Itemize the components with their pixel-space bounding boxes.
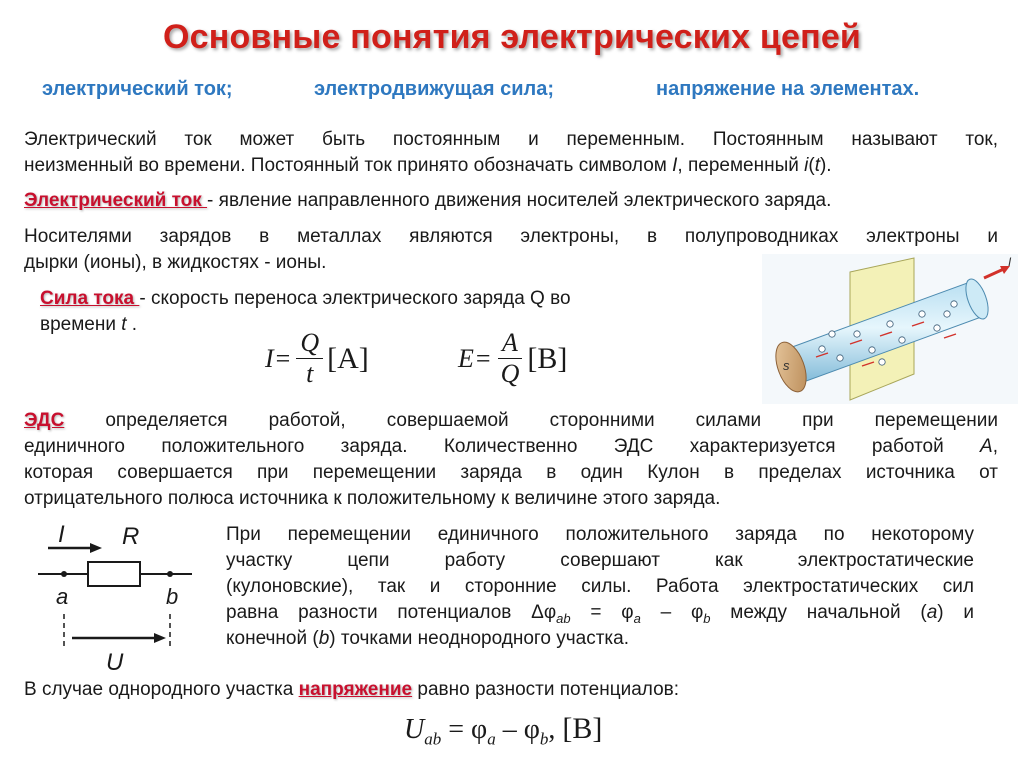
carriers-line-2: дырки (ионы), в жидкостях - ионы. [24, 252, 327, 273]
formula-current-unit: [A] [327, 341, 369, 375]
work-eq-phi: = φ [570, 602, 634, 623]
term-electric-current: Электрический ток [24, 190, 208, 211]
emf-line-1-text: определяется работой, совершаемой сторонними силами при перемещении [64, 410, 998, 431]
paren-open: ( [808, 155, 815, 176]
symbol-t-time: t [121, 314, 127, 335]
work-line-5-end: ) точками неоднородного участка. [329, 628, 629, 649]
symbol-I: I [672, 155, 678, 176]
label-current-I: I [1008, 255, 1012, 269]
current-definition-text: - явление направленного движения носителей электрического заряда. [207, 190, 832, 211]
formula-current-eq: = [275, 343, 291, 373]
emf-line-2 [24, 435, 998, 459]
label-s: s [783, 358, 790, 373]
topic-current: электрический ток; [42, 78, 233, 100]
circuit-label-I: I [58, 521, 65, 548]
circuit-diagram [30, 520, 210, 680]
page-title: Основные понятия электрических цепей [162, 18, 862, 56]
symbol-A: A [980, 436, 993, 457]
term-voltage: напряжение [298, 679, 413, 700]
formula-voltage-minus-phi: – φ [495, 714, 540, 745]
intro-line-2-sep: , переменный [677, 155, 805, 176]
emf-line-2-comma: , [992, 436, 998, 457]
node-b [167, 571, 173, 577]
work-line-1: При перемещении единичного положительного заряда по некоторому [226, 524, 974, 545]
formula-voltage [404, 712, 602, 750]
current-strength-line-2-text: времени [40, 314, 122, 335]
homogeneous-text-after: равно разности потенциалов: [412, 679, 680, 700]
intro-line-2-text: неизменный во времени. Постоянный ток принято обозначать символом [24, 155, 673, 176]
carriers-line-1: Носителями зарядов в металлах являются электроны, в полупроводниках электроны и [24, 226, 998, 247]
formula-current-numerator: Q [296, 328, 323, 359]
work-line-3: (кулоновские), так и сторонние силы. Работа электростатических сил [226, 576, 974, 597]
formula-emf-unit: [B] [527, 341, 568, 375]
symbol-a-start: a [926, 602, 938, 623]
voltage-arrow-head [154, 633, 166, 643]
homogeneous-section [24, 678, 924, 702]
topic-voltage: напряжение на элементах. [656, 78, 920, 100]
work-minus-phi: – φ [640, 602, 704, 623]
formula-emf-eq: = [475, 343, 491, 373]
term-current-strength: Сила тока [40, 288, 140, 309]
work-line-5 [226, 627, 974, 651]
work-line-4-mid: между начальной ( [710, 602, 927, 623]
emf-line-3: которая совершается при перемещении заряда в один Кулон в пределах источника от [24, 462, 998, 483]
intro-line-2 [24, 154, 998, 178]
circuit-label-b: b [166, 584, 179, 609]
circuit-label-a: a [56, 584, 69, 609]
formula-current [265, 328, 369, 389]
homogeneous-text-before: В случае однородного участка [24, 679, 299, 700]
current-arrow-head [90, 543, 102, 553]
emf-line-4: отрицательного полюса источника к положительному к величине этого заряда. [24, 488, 721, 509]
current-strength-line-2 [40, 313, 440, 337]
circuit-label-R: R [122, 523, 140, 550]
symbol-t: t [814, 155, 820, 176]
subscript-ab: ab [556, 610, 571, 626]
formula-voltage-eq-phi: = φ [441, 714, 488, 745]
formula-emf-denominator: Q [500, 359, 520, 388]
formula-emf-fraction [497, 328, 524, 389]
formula-emf-numerator: A [498, 328, 522, 359]
term-emf: ЭДС [24, 410, 65, 431]
work-line-5-text: конечной ( [226, 628, 319, 649]
current-strength-period: . [126, 314, 138, 335]
node-a [61, 571, 67, 577]
conductor-illustration [762, 254, 1018, 404]
current-definition [24, 189, 1014, 213]
current-strength-text: - скорость переноса электрического заряда Q во [139, 288, 571, 309]
formula-voltage-sub-ab: ab [424, 729, 442, 749]
topic-emf: электродвижущая сила; [314, 78, 555, 100]
formula-voltage-sub-a: a [487, 729, 496, 749]
resistor [88, 562, 140, 586]
work-line-4-end: ) и [937, 602, 974, 623]
formula-voltage-unit: [B] [562, 712, 603, 745]
formula-emf [458, 328, 567, 389]
formula-voltage-U: U [404, 714, 425, 745]
symbol-b-end: b [318, 628, 330, 649]
paren-close: ). [819, 155, 832, 176]
formula-voltage-sub-b: b [539, 729, 549, 749]
symbol-i: i [804, 155, 809, 176]
work-line-2: участку цепи работу совершают как электростатические [226, 550, 974, 571]
emf-line-2-text: единичного положительного заряда. Количественно ЭДС характеризуется работой [24, 436, 981, 457]
formula-current-fraction [296, 328, 323, 389]
subscript-a: a [633, 610, 641, 626]
intro-line-1: Электрический ток может быть постоянным и переменным. Постоянным называют ток, [24, 129, 998, 150]
formula-voltage-comma: , [548, 714, 556, 745]
formula-emf-lhs: E [458, 343, 474, 373]
current-strength-line-1 [40, 287, 740, 311]
formula-current-denominator: t [306, 359, 314, 388]
formula-current-lhs: I [265, 343, 274, 373]
emf-line-1 [24, 409, 998, 433]
subscript-b: b [703, 610, 711, 626]
work-line-4-text: равна разности потенциалов Δφ [226, 602, 557, 623]
circuit-label-U: U [106, 649, 124, 676]
